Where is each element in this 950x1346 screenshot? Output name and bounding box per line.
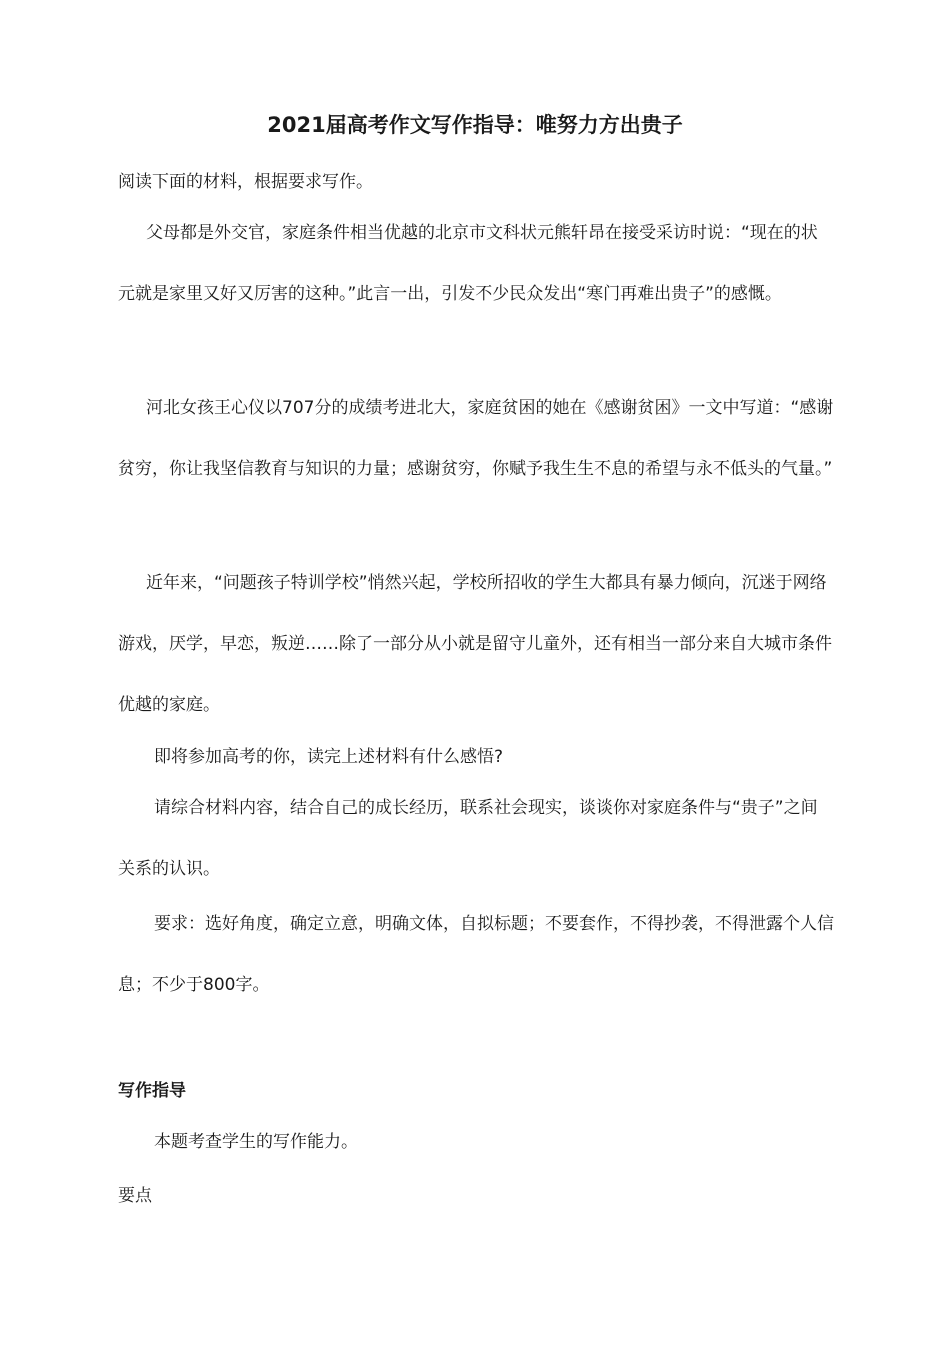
question-paragraph: 即将参加高考的你，读完上述材料有什么感悟? [154,747,504,767]
task-paragraph: 请综合材料内容，结合自己的成长经历，联系社会现实，谈谈你对家庭条件与“贵子”之间关系的认识。 [118,798,818,879]
intro-text: 阅读下面的材料，根据要求写作。 [118,172,373,192]
guide-text: 本题考查学生的写作能力。 [154,1132,358,1152]
material-paragraph-3: 近年来，“问题孩子特训学校”悄然兴起，学校所招收的学生大都具有暴力倾向，沉迷于网络游戏，厌学，早恋，叛逆……除了一部分从小就是留守儿童外，还有相当一部分来自大城市条件优越的家庭。 [118,573,832,715]
document-title: 2021届高考作文写作指导：唯努力方出贵子 [267,113,683,137]
points-label: 要点 [118,1186,152,1206]
guide-heading: 写作指导 [118,1081,186,1101]
requirements-paragraph: 要求：选好角度，确定立意，明确文体，自拟标题；不要套作，不得抄袭，不得泄露个人信息；不少于800字。 [118,914,834,995]
material-paragraph-2: 河北女孩王心仪以707分的成绩考进北大，家庭贫困的她在《感谢贫困》一文中写道：“感谢贫穷，你让我坚信教育与知识的力量；感谢贫穷，你赋予我生生不息的希望与永不低头的气量。” [118,398,834,479]
material-paragraph-1: 父母都是外交官，家庭条件相当优越的北京市文科状元熊轩昂在接受采访时说：“现在的状元就是家里又好又厉害的这种。”此言一出，引发不少民众发出“寒门再难出贵子”的感慨。 [118,223,818,304]
